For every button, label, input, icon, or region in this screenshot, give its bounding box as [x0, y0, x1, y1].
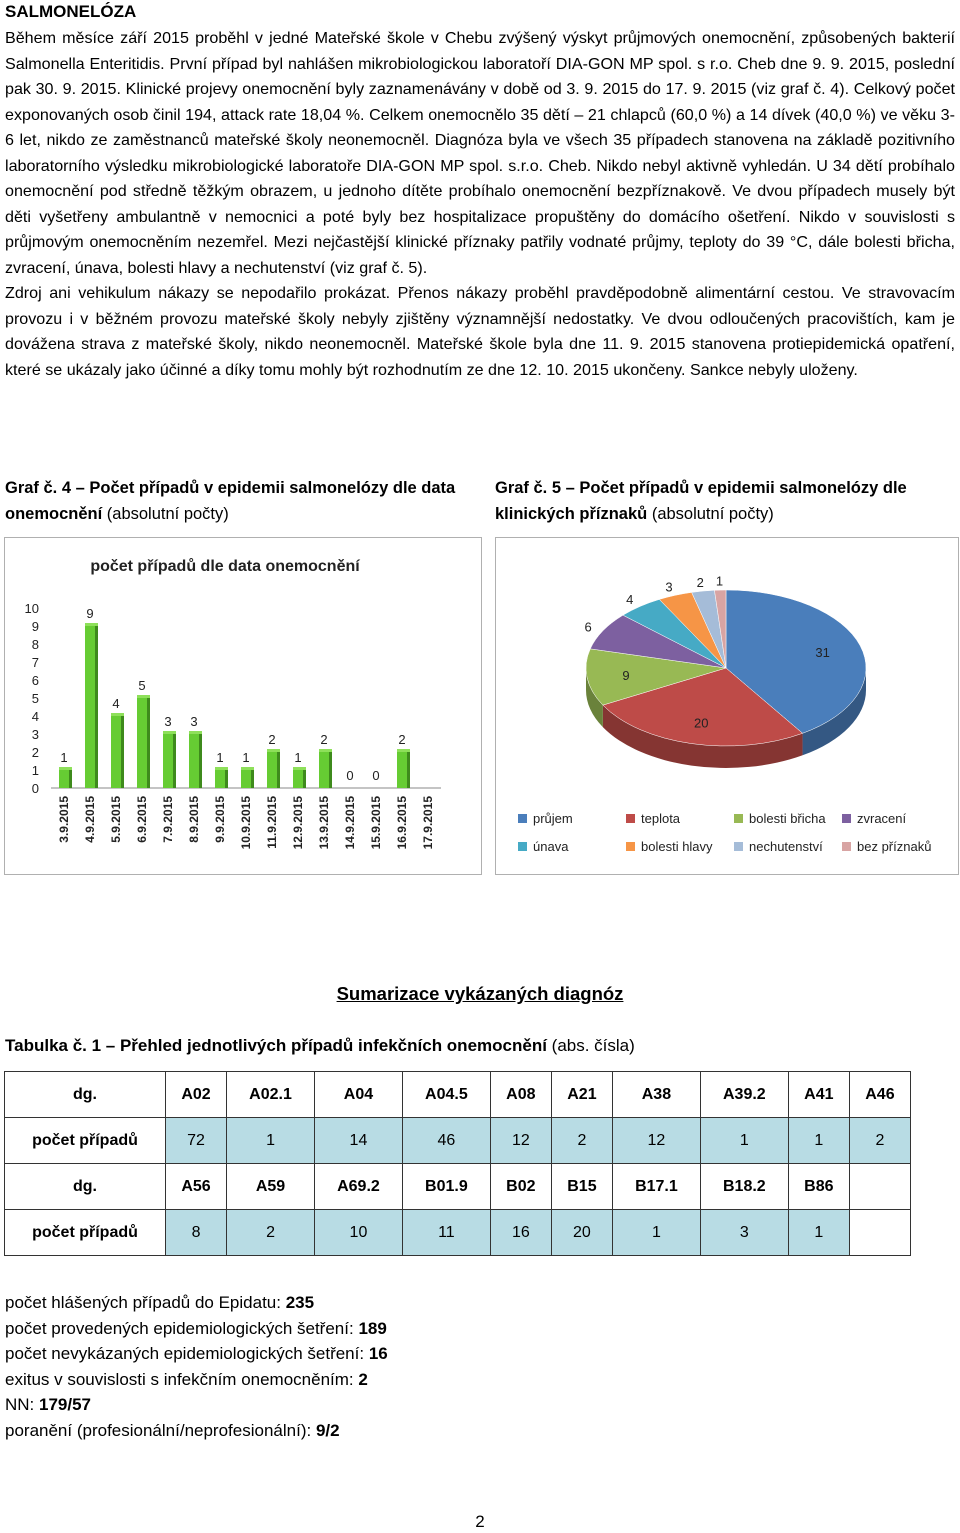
stat-value: 179/57	[39, 1395, 91, 1414]
legend-label: zvracení	[857, 811, 907, 826]
case-count-cell: 12	[490, 1118, 551, 1164]
case-count-cell: 20	[551, 1210, 612, 1256]
y-tick-label: 5	[31, 691, 39, 706]
bar-top	[319, 749, 332, 752]
stat-value: 16	[368, 1344, 388, 1363]
y-tick-label: 2	[31, 745, 39, 760]
diagnosis-code-cell: A38	[612, 1072, 700, 1118]
case-count-cell: 2	[849, 1118, 910, 1164]
bar	[215, 770, 225, 788]
bar-side	[251, 767, 254, 788]
diagnosis-code-cell: B18.2	[700, 1164, 788, 1210]
slice-value-label: 4	[626, 592, 634, 608]
bar-chart	[5, 538, 481, 874]
diagnosis-code-cell: A41	[788, 1072, 849, 1118]
bar-top	[241, 767, 254, 770]
bar-side	[407, 749, 410, 788]
bar-top	[293, 767, 306, 770]
bar-side	[173, 731, 176, 788]
data-label: 1	[216, 750, 224, 765]
x-tick-label: 14.9.2015	[343, 796, 357, 850]
diagnosis-code-cell: A21	[551, 1072, 612, 1118]
data-label: 2	[320, 732, 328, 747]
bar-side	[69, 767, 72, 788]
case-count-cell: 1	[788, 1118, 849, 1164]
legend-swatch	[734, 814, 743, 823]
diagnosis-code-cell: A04.5	[402, 1072, 490, 1118]
stat-line	[5, 1341, 388, 1367]
data-label: 1	[242, 750, 250, 765]
bar	[189, 734, 199, 788]
diagnosis-code-cell: B02	[490, 1164, 551, 1210]
bar	[111, 716, 121, 788]
bar-top	[163, 731, 176, 734]
table-row	[5, 1072, 911, 1118]
data-label: 9	[86, 606, 94, 621]
bar-top	[189, 731, 202, 734]
legend-label: nechutenství	[749, 839, 823, 854]
stat-label: počet hlášených případů do Epidatu:	[5, 1293, 286, 1312]
slice-value-label: 20	[694, 715, 709, 731]
legend-swatch	[518, 842, 527, 851]
slice-value-label: 6	[584, 619, 592, 635]
table-row	[5, 1118, 911, 1164]
x-tick-label: 7.9.2015	[161, 796, 175, 843]
slice-value-label: 9	[622, 667, 630, 683]
table-caption-bold: Tabulka č. 1 – Přehled jednotlivých případů infekčních onemocnění	[5, 1036, 547, 1055]
graf4-caption-bold: Graf č. 4 – Počet případů v epidemii salmonelózy dle data onemocnění	[5, 479, 456, 523]
page-heading: SALMONELÓZA	[5, 2, 137, 21]
bar	[267, 752, 277, 788]
bar	[163, 734, 173, 788]
diagnosis-code-cell: B17.1	[612, 1164, 700, 1210]
data-label: 5	[138, 678, 146, 693]
data-label: 4	[112, 696, 120, 711]
y-tick-label: 4	[31, 709, 39, 724]
row-label-dg: dg.	[5, 1072, 166, 1118]
diagnosis-code-cell: A39.2	[700, 1072, 788, 1118]
slice-value-label: 1	[715, 573, 724, 589]
data-label: 2	[398, 732, 406, 747]
bar-top	[267, 749, 280, 752]
table-caption-rest: (abs. čísla)	[546, 1036, 635, 1055]
y-tick-label: 9	[31, 619, 39, 634]
x-tick-label: 15.9.2015	[369, 796, 383, 850]
diagnosis-code-cell: A04	[314, 1072, 402, 1118]
diagnosis-code-cell: A02	[166, 1072, 227, 1118]
row-label-count: počet případů	[5, 1118, 166, 1164]
x-tick-label: 4.9.2015	[83, 796, 97, 843]
pie-chart	[496, 538, 958, 874]
diagnosis-code-cell: B15	[551, 1164, 612, 1210]
case-count-cell: 14	[314, 1118, 402, 1164]
x-tick-label: 3.9.2015	[57, 796, 71, 843]
case-count-cell: 46	[402, 1118, 490, 1164]
stat-value: 235	[285, 1293, 315, 1312]
diagnosis-table	[4, 1071, 911, 1256]
data-label: 2	[268, 732, 276, 747]
bar-side	[303, 767, 306, 788]
diagnosis-code-cell: A56	[166, 1164, 227, 1210]
bar-side	[199, 731, 202, 788]
stat-line	[5, 1367, 388, 1393]
x-tick-label: 9.9.2015	[213, 796, 227, 843]
legend-label: bolesti břicha	[749, 811, 826, 826]
legend-label: bolesti hlavy	[641, 839, 713, 854]
y-tick-label: 10	[24, 601, 39, 616]
x-tick-label: 5.9.2015	[109, 796, 123, 843]
diagnosis-code-cell: B01.9	[402, 1164, 490, 1210]
bar-side	[329, 749, 332, 788]
x-tick-label: 17.9.2015	[421, 796, 435, 850]
bar	[59, 770, 69, 788]
x-tick-label: 10.9.2015	[239, 796, 253, 850]
case-count-cell: 1	[612, 1210, 700, 1256]
slice-value-label: 3	[665, 579, 673, 595]
bar	[137, 698, 147, 788]
bar	[293, 770, 303, 788]
stat-value: 2	[358, 1369, 368, 1389]
legend-swatch	[734, 842, 743, 851]
table-caption	[5, 1036, 635, 1056]
case-count-cell: 3	[700, 1210, 788, 1256]
legend-swatch	[842, 814, 851, 823]
diagnosis-code-cell: A02.1	[227, 1072, 315, 1118]
y-tick-label: 1	[31, 763, 39, 778]
stat-line	[5, 1392, 388, 1418]
graf4-caption	[5, 476, 475, 527]
row-label-dg: dg.	[5, 1164, 166, 1210]
graf5-caption-rest: (absolutní počty)	[647, 504, 774, 523]
paragraph-2: Zdroj ani vehikulum nákazy se nepodařilo prokázat. Přenos nákazy proběhl pravděpodobně alimentární cestou. Ve stravovacím provozu i v běžném provozu mateřské školy nebyly zjištěny významnější nedostatky. Ve dvou odloučených pracovištích, kam je dovážena strava z mateřské školy, nikdo neonemocněl. Mateřské škole byla dne 11. 9. 2015 stanovena protiepidemická opatření, které se ukázaly jako účinné a díky tomu mohly být rozhodnutím ze dne 12. 10. 2015 ukončeny. Sankce nebyly uloženy.	[5, 284, 955, 379]
legend-label: teplota	[641, 811, 681, 826]
bar-top	[397, 749, 410, 752]
diagnosis-code-cell: A46	[849, 1072, 910, 1118]
bar-top	[137, 695, 150, 698]
legend-label: únava	[533, 839, 569, 854]
legend-label: průjem	[533, 811, 573, 826]
data-label: 3	[190, 714, 198, 729]
table-row	[5, 1210, 911, 1256]
y-tick-label: 0	[31, 781, 39, 796]
body-text	[5, 26, 955, 383]
diagnosis-code-cell: A69.2	[314, 1164, 402, 1210]
legend-swatch	[842, 842, 851, 851]
case-count-cell: 10	[314, 1210, 402, 1256]
y-tick-label: 7	[31, 655, 39, 670]
graf5-caption-bold: Graf č. 5 – Počet případů v epidemii salmonelózy dle klinických příznaků	[495, 479, 907, 523]
y-tick-label: 8	[31, 637, 39, 652]
bar-side	[121, 713, 124, 788]
bar-side	[277, 749, 280, 788]
legend-swatch	[518, 814, 527, 823]
stat-value: 189	[358, 1318, 387, 1338]
stat-line	[5, 1418, 388, 1444]
diagnosis-code-cell: B86	[788, 1164, 849, 1210]
data-label: 0	[346, 768, 354, 783]
stat-label: poranění (profesionální/neprofesionální):	[5, 1420, 316, 1440]
data-label: 0	[372, 768, 380, 783]
x-tick-label: 16.9.2015	[395, 796, 409, 850]
case-count-cell: 2	[551, 1118, 612, 1164]
data-label: 1	[294, 750, 302, 765]
section-title: Sumarizace vykázaných diagnóz	[336, 983, 624, 1004]
row-label-count: počet případů	[5, 1210, 166, 1256]
diagnosis-code-cell	[849, 1164, 910, 1210]
page-number: 2	[475, 1512, 485, 1531]
stats-list	[5, 1290, 388, 1443]
legend-swatch	[626, 814, 635, 823]
bar-side	[95, 623, 98, 788]
slice-value-label: 2	[696, 574, 704, 590]
bar	[319, 752, 329, 788]
case-count-cell: 8	[166, 1210, 227, 1256]
bar	[85, 626, 95, 788]
bar-chart-box	[4, 537, 482, 875]
case-count-cell: 1	[788, 1210, 849, 1256]
bar-top	[215, 767, 228, 770]
diagnosis-code-cell: A59	[227, 1164, 315, 1210]
paragraph-1: Během měsíce září 2015 proběhl v jedné Mateřské škole v Chebu zvýšený výskyt průjmových onemocnění, způsobených bakterií Salmonella Enteritidis. První případ byl nahlášen mikrobiologickou laboratoří DIA-GON MP spol. s r.o. Cheb dne 9. 9. 2015, poslední pak 30. 9. 2015. Klinické projevy onemocnění byly zaznamenávány v době od 3. 9. 2015 do 17. 9. 2015 (viz graf č. 4). Celkový počet exponovaných osob činil 194, attack rate 18,04 %. Celkem onemocnělo 35 dětí – 21 chlapců (60,0 %) a 14 dívek (40,0 %) ve věku 3-6 let, nikdo ze zaměstnanců mateřské školy neonemocněl. Diagnóza byla ve všech 35 případech stanovena na základě pozitivního laboratorního výsledku mikrobiologické laboratoře DIA-GON MP spol. s.r.o. Cheb. Nikdo nebyl aktivně vyhledán. U 34 dětí probíhalo onemocnění pod středně těžkým obrazem, u jednoho dítěte probíhalo onemocnění bezpříznakově. Ve dvou případech musely být děti vyšetřeny ambulantně v nemocnici a poté byly bez hospitalizace propuštěny do domácího ošetření. Nikdo v souvislosti s průjmovým onemocněním nezemřel. Mezi nejčastější klinické příznaky patřily vodnaté průjmy, teploty do 39 °C, dále bolesti břicha, zvracení, únava, bolesti hlavy a nechutenství (viz graf č. 5).	[5, 29, 955, 277]
case-count-cell: 72	[166, 1118, 227, 1164]
stat-label: exitus v souvislosti s infekčním onemocněním:	[5, 1369, 359, 1389]
stat-line	[5, 1290, 388, 1316]
case-count-cell: 1	[227, 1118, 315, 1164]
x-tick-label: 8.9.2015	[187, 796, 201, 843]
bar-top	[111, 713, 124, 716]
stat-label: NN:	[5, 1395, 39, 1414]
bar-top	[85, 623, 98, 626]
bar	[397, 752, 407, 788]
y-tick-label: 6	[31, 673, 39, 688]
stat-label: počet provedených epidemiologických šetření:	[5, 1318, 359, 1338]
legend-swatch	[626, 842, 635, 851]
bar-top	[59, 767, 72, 770]
graf5-caption	[495, 476, 960, 527]
case-count-cell	[849, 1210, 910, 1256]
stat-value: 9/2	[315, 1420, 340, 1440]
legend-label: bez příznaků	[857, 839, 932, 854]
case-count-cell: 16	[490, 1210, 551, 1256]
graf4-caption-rest: (absolutní počty)	[102, 504, 229, 523]
case-count-cell: 12	[612, 1118, 700, 1164]
x-tick-label: 6.9.2015	[135, 796, 149, 843]
case-count-cell: 11	[402, 1210, 490, 1256]
bar	[241, 770, 251, 788]
case-count-cell: 2	[227, 1210, 315, 1256]
stat-label: počet nevykázaných epidemiologických šetření:	[5, 1344, 369, 1363]
x-tick-label: 13.9.2015	[317, 796, 331, 850]
chart-title: počet případů dle data onemocnění	[90, 558, 360, 575]
x-tick-label: 12.9.2015	[291, 796, 305, 850]
x-tick-label: 11.9.2015	[265, 796, 279, 849]
table-row	[5, 1164, 911, 1210]
data-label: 3	[164, 714, 172, 729]
y-tick-label: 3	[31, 727, 39, 742]
stat-line	[5, 1316, 388, 1342]
case-count-cell: 1	[700, 1118, 788, 1164]
pie-chart-box	[495, 537, 959, 875]
bar-side	[225, 767, 228, 788]
diagnosis-code-cell: A08	[490, 1072, 551, 1118]
bar-side	[147, 695, 150, 788]
slice-value-label: 31	[815, 644, 830, 660]
data-label: 1	[60, 750, 68, 765]
